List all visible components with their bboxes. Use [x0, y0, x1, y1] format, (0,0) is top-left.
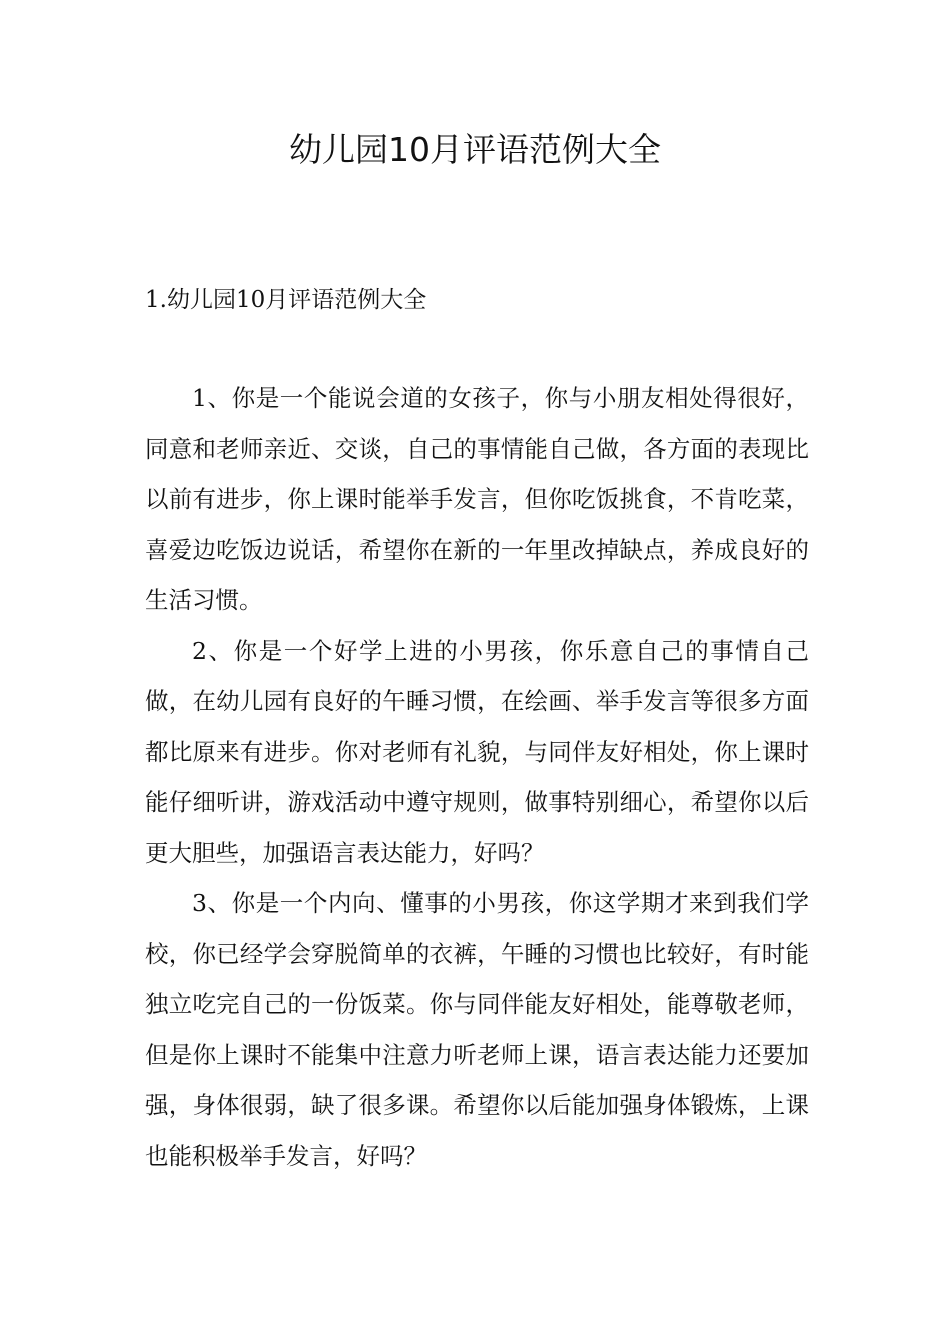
document-title: 幼儿园10月评语范例大全	[289, 130, 661, 169]
section-heading: 1.幼儿园10月评语范例大全	[145, 287, 427, 313]
document-body	[145, 373, 809, 1181]
paragraph-2: 2、你是一个好学上进的小男孩，你乐意自己的事情自己做，在幼儿园有良好的午睡习惯，在绘画、举手发言等很多方面都比原来有进步。你对老师有礼貌，与同伴友好相处，你上课时能仔细听讲，游戏活动中遵守规则，做事特别细心，希望你以后更大胆些，加强语言表达能力，好吗？	[145, 636, 809, 867]
paragraph-3: 3、你是一个内向、懂事的小男孩，你这学期才来到我们学校，你已经学会穿脱简单的衣裤，午睡的习惯也比较好，有时能独立吃完自己的一份饭菜。你与同伴能友好相处，能尊敬老师，但是你上课时不能集中注意力听老师上课，语言表达能力还要加强，身体很弱，缺了很多课。希望你以后能加强身体锻炼，上课也能积极举手发言，好吗？	[145, 889, 809, 1170]
paragraph-1: 1、你是一个能说会道的女孩子，你与小朋友相处得很好，同意和老师亲近、交谈，自己的事情能自己做，各方面的表现比以前有进步，你上课时能举手发言，但你吃饭挑食，不肯吃菜，喜爱边吃饭边说话，希望你在新的一年里改掉缺点，养成良好的生活习惯。	[145, 384, 809, 614]
